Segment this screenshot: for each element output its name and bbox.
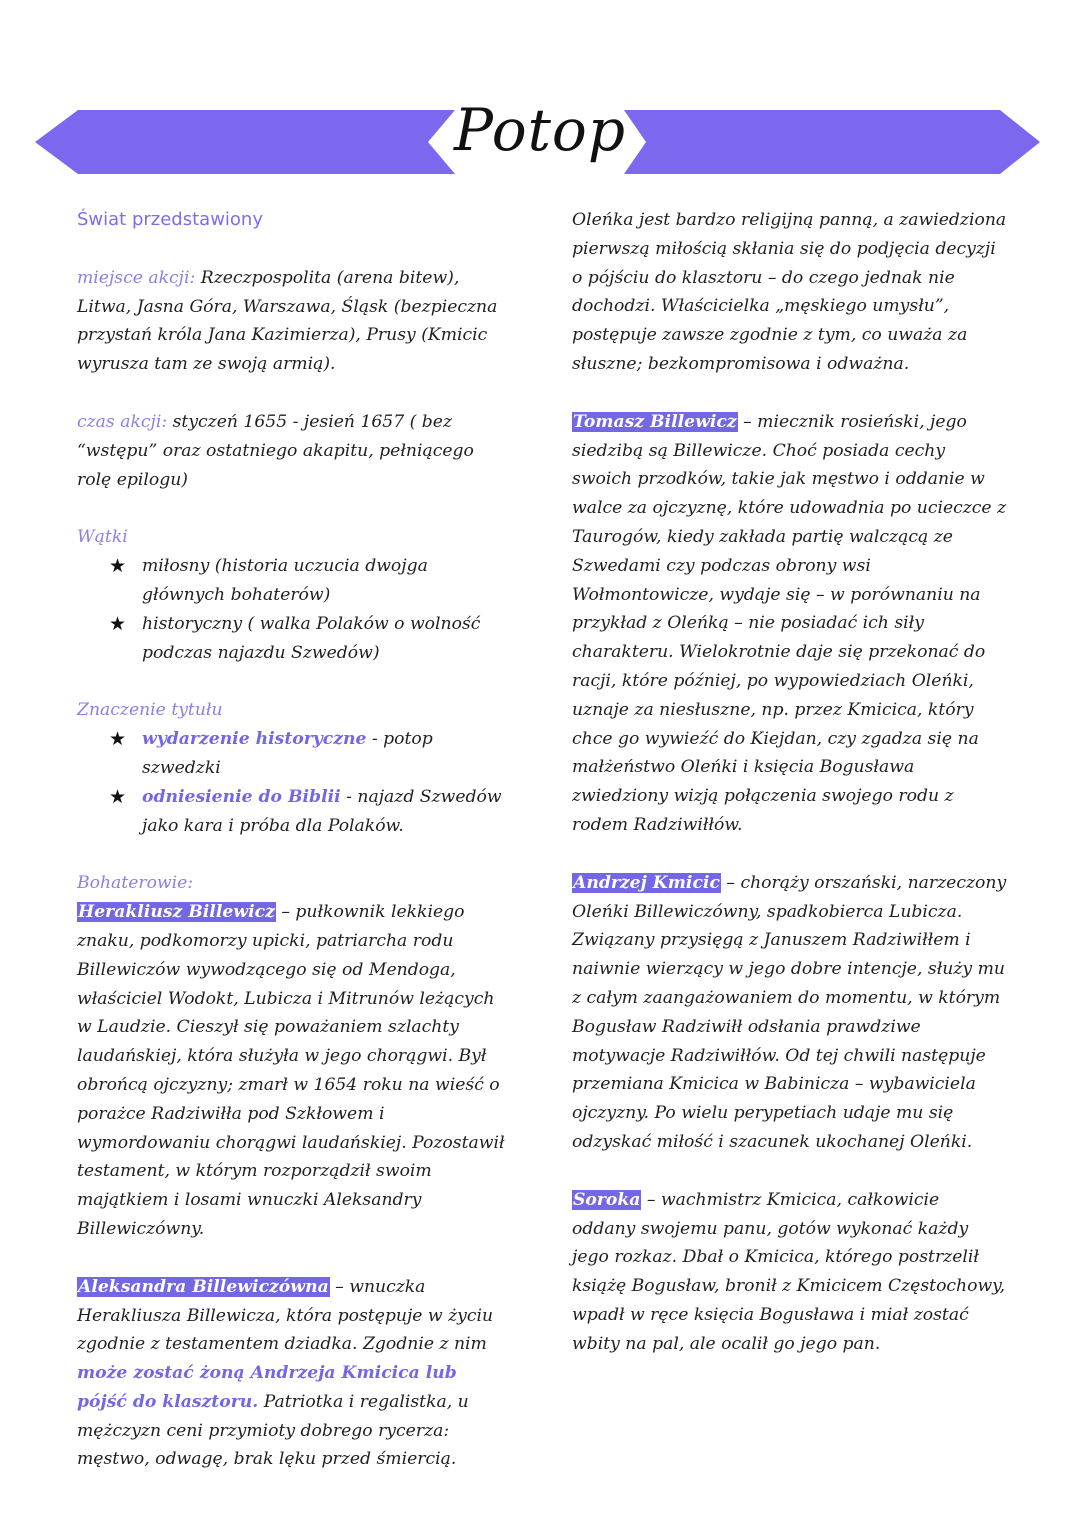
character-aleksandra: Aleksandra Billewiczówna – wnuczka Herakliusza Billewicza, która postępuje w życiu zgodnie z testamentem dziadka. Zgodnie z nim może zostać żoną Andrzeja Kmicica lub pójść do klasztoru. Patriotka i regalistka, u mężczyzn ceni przymioty dobrego rycerza: męstwo, odwagę, brak lęku przed śmiercią.: [77, 1276, 494, 1470]
star-icon: ★: [109, 728, 127, 751]
place-text: Rzeczpospolita (arena bitew), Litwa, Jasna Góra, Warszawa, Śląsk (bezpieczna przystań króla Jana Kazimierza), Prusy (Kmicic wyrusza tam ze swoją armią).: [77, 267, 498, 375]
olenka-description: Oleńka jest bardzo religijną panną, a zawiedziona pierwszą miłością skłania się do podjęcia decyzji o pójściu do klasztoru – do czego jednak nie dochodzi. Właścicielka „męskiego umysłu”, postępuje zawsze zgodnie z tym, co uważa za słuszne; bezkompromisowa i odważna.: [572, 210, 1007, 374]
star-icon: ★: [109, 785, 127, 808]
character-name-highlight: Soroka: [573, 1189, 641, 1210]
section-znaczenie-tytulu: Znaczenie tytułu: [77, 700, 223, 721]
place-label: miejsce akcji:: [77, 267, 196, 288]
star-icon: ★: [109, 612, 127, 635]
page-title: Potop: [454, 96, 626, 164]
character-name-highlight: Andrzej Kmicic: [573, 872, 720, 893]
right-column: [572, 206, 1007, 1358]
list-item: ★ miłosny (historia uczucia dwojga głównych bohaterów): [109, 552, 507, 610]
character-name-highlight: Herakliusz Billewicz: [78, 902, 275, 923]
left-column: [77, 206, 507, 1474]
setting-place: [77, 264, 507, 379]
time-label: czas akcji:: [77, 411, 168, 432]
section-watki: Wątki: [77, 527, 128, 548]
znaczenie-list: [77, 725, 507, 840]
list-item: ★ historyczny ( walka Polaków o wolność podczas najazdu Szwedów): [109, 610, 507, 668]
time-text: styczeń 1655 - jesień 1657 ( bez “wstępu” oraz ostatniego akapitu, pełniącego rolę epilogu): [77, 411, 474, 490]
section-swiat-przedstawiony: Świat przedstawiony: [77, 209, 263, 230]
character-name-highlight: Aleksandra Billewiczówna: [78, 1276, 329, 1297]
star-icon: ★: [109, 555, 127, 578]
character-andrzej: Andrzej Kmicic – chorąży orszański, narzeczony Oleńki Billewiczówny, spadkobierca Lubicza. Związany przysięgą z Januszem Radziwiłłem i naiwnie wierzący w jego dobre intencje, służy mu z całym zaangażowaniem do momentu, w którym Bogusław Radziwiłł odsłania prawdziwe motywacje Radziwiłłów. Od tej chwili następuje przemiana Kmicica w Babinicza – wybawiciela ojczyzny. Po wielu perypetiach udaje mu się odzyskać miłość i szacunek ukochanej Oleńki.: [572, 872, 1007, 1152]
list-item: ★ odniesienie do Biblii - najazd Szwedów jako kara i próba dla Polaków.: [109, 783, 507, 841]
character-tomasz: Tomasz Billewicz – miecznik rosieński, jego siedzibą są Billewicze. Choć posiada cechy swoich przodków, takie jak męstwo i oddanie w walce za ojczyznę, które udowadnia po ucieczce z Taurogów, kiedy zakłada partię walczącą ze Szwedami czy podczas obrony wsi Wołmontowicze, wydaje się – w porównaniu na przykład z Oleńką – nie posiadać ich siły charakteru. Wielokrotnie daje się przekonać do racji, które później, po wypowiedziach Oleńki, uznaje za niesłuszne, np. przez Kmicica, który chce go wywieźć do Kiejdan, czy zgadza się na małżeństwo Oleńki i księcia Bogusława zwiedziony wizją połączenia swojego rodu z rodem Radziwiłłów.: [572, 411, 1007, 835]
banner-left-arrow: [35, 110, 455, 174]
list-item: ★ wydarzenie historyczne - potop szwedzki: [109, 725, 507, 783]
banner-right-arrow: [624, 110, 1040, 174]
character-soroka: Soroka – wachmistrz Kmicica, całkowicie oddany swojemu panu, gotów wykonać każdy jego rozkaz. Dbał o Kmicica, którego postrzelił książę Bogusław, bronił z Kmicicem Częstochowy, wpadł w ręce księcia Bogusława i miał zostać wbity na pal, ale ocalił go jego pan.: [572, 1189, 1006, 1354]
character-herakliusz: Herakliusz Billewicz – pułkownik lekkiego znaku, podkomorzy upicki, patriarcha rodu Billewiczów wywodzącego się od Mendoga, właściciel Wodokt, Lubicza i Mitrunów leżących w Laudzie. Cieszył się poważaniem szlachty laudańskiej, która służyła w jego chorągwi. Był obrońcą ojczyzny; zmarł w 1654 roku na wieść o porażce Radziwiłła pod Szkłowem i wymordowaniu chorągwi laudańskiej. Pozostawił testament, w którym rozporządził swoim majątkiem i losami wnuczki Aleksandry Billewiczówny.: [77, 902, 505, 1239]
setting-time: [77, 408, 507, 494]
watki-list: [77, 552, 507, 667]
character-name-highlight: Tomasz Billewicz: [573, 411, 737, 432]
section-bohaterowie: Bohaterowie:: [77, 873, 194, 894]
